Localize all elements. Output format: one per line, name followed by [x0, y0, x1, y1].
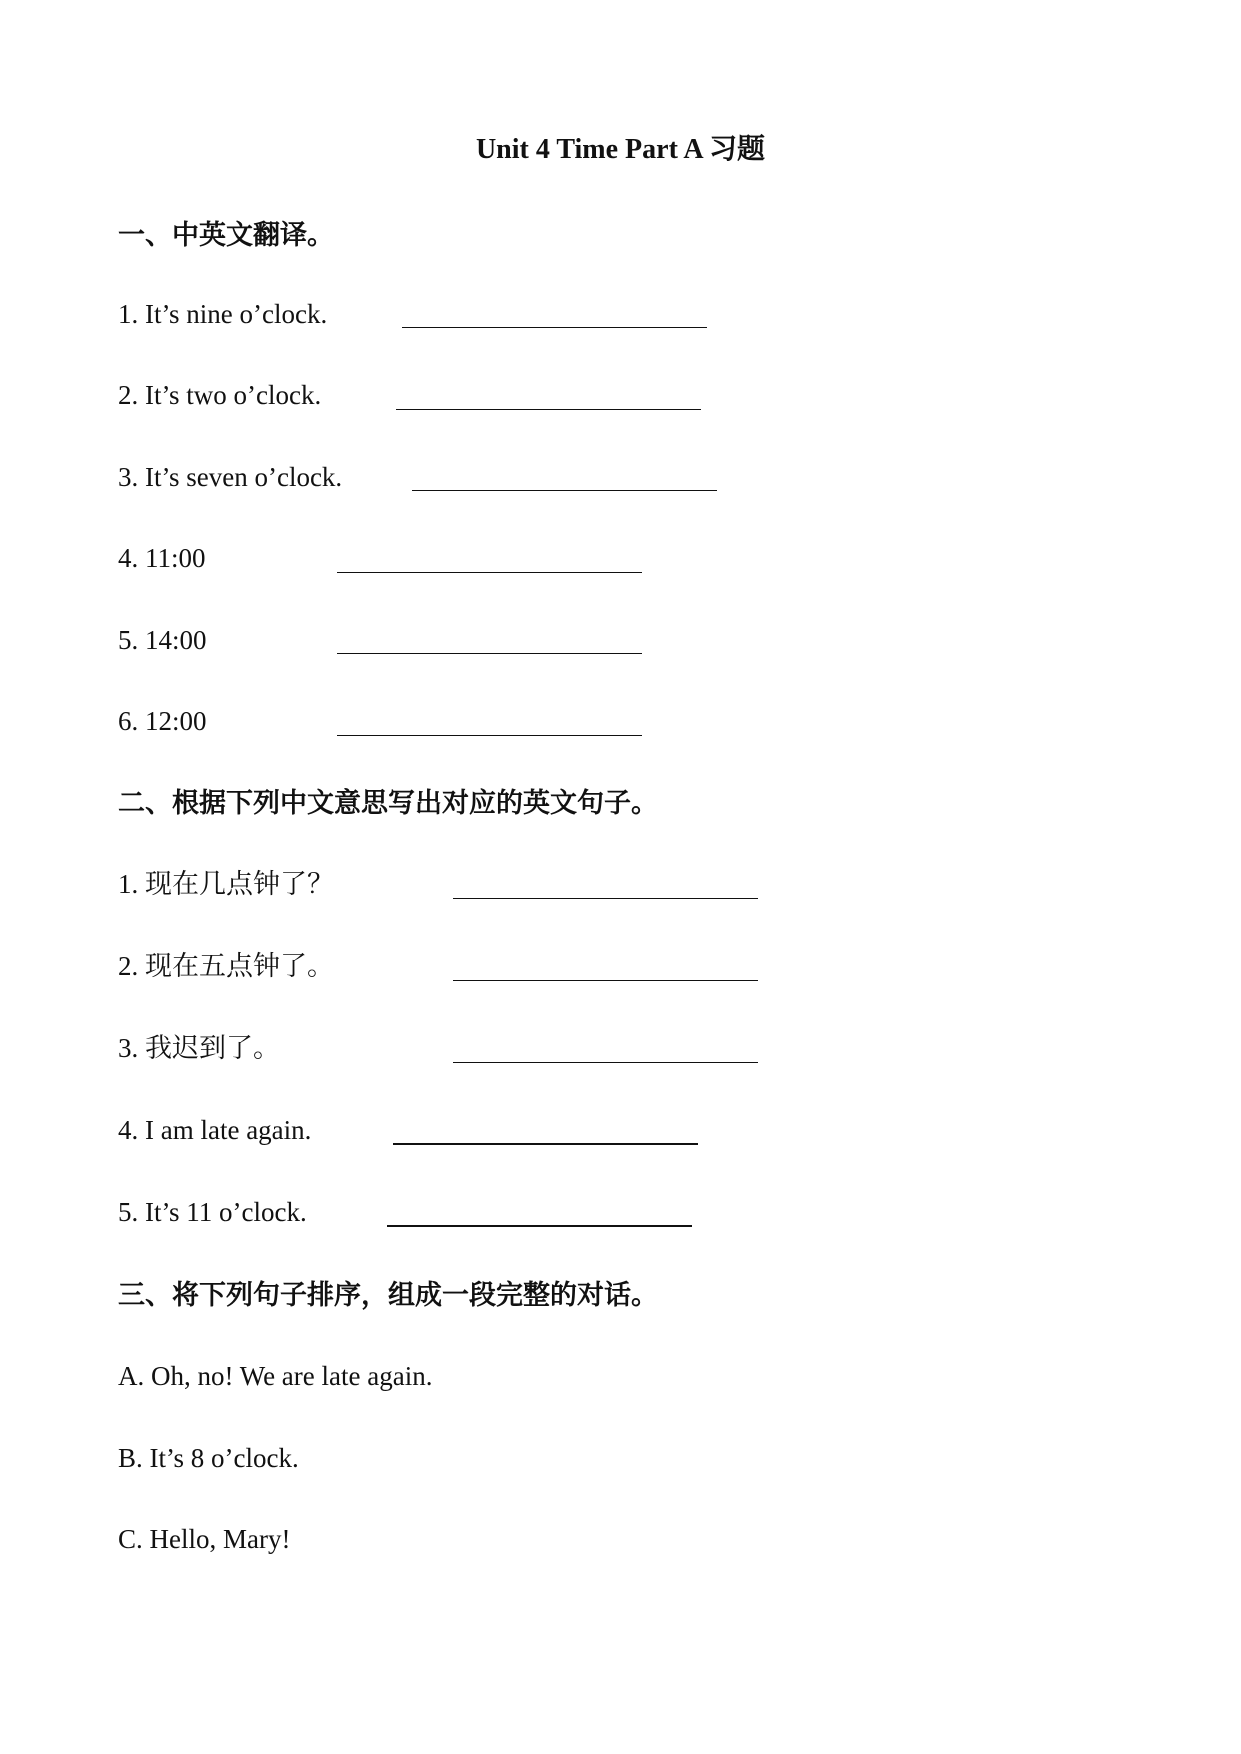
section-2-answer-line-1[interactable]: [453, 898, 758, 899]
section-1-item-6: 6. 12:00: [118, 706, 207, 736]
section-1-item-4: 4. 11:00: [118, 543, 206, 573]
section-2-item-5: 5. It’s 11 o’clock.: [118, 1197, 307, 1227]
page-title: Unit 4 Time Part A 习题: [475, 134, 766, 165]
section-2-answer-line-4[interactable]: [393, 1143, 698, 1145]
section-1-heading: 一、中英文翻译。: [118, 220, 334, 250]
section-3-item-a: A. Oh, no! We are late again.: [118, 1361, 433, 1391]
section-1-item-2: 2. It’s two o’clock.: [118, 380, 322, 410]
section-1-item-1: 1. It’s nine o’clock.: [118, 299, 328, 329]
section-3-item-b: B. It’s 8 o’clock.: [118, 1443, 299, 1473]
section-2-answer-line-3[interactable]: [453, 1062, 758, 1063]
section-3-item-c: C. Hello, Mary!: [118, 1524, 291, 1554]
section-2-heading: 二、根据下列中文意思写出对应的英文句子。: [118, 788, 658, 818]
section-2-item-3: 3. 我迟到了。: [118, 1033, 280, 1063]
section-1-answer-line-5[interactable]: [337, 653, 642, 654]
section-1-answer-line-2[interactable]: [396, 409, 701, 410]
section-1-item-3: 3. It’s seven o’clock.: [118, 462, 343, 492]
section-2-item-1: 1. 现在几点钟了？: [118, 869, 334, 899]
section-1-item-5: 5. 14:00: [118, 625, 207, 655]
section-3-heading: 三、将下列句子排序，组成一段完整的对话。: [118, 1280, 658, 1310]
section-1-answer-line-4[interactable]: [337, 572, 642, 573]
section-1-answer-line-1[interactable]: [402, 327, 707, 328]
section-2-item-4: 4. I am late again.: [118, 1115, 312, 1145]
section-1-answer-line-6[interactable]: [337, 735, 642, 736]
section-2-item-2: 2. 现在五点钟了。: [118, 951, 334, 981]
section-2-answer-line-2[interactable]: [453, 980, 758, 981]
section-2-answer-line-5[interactable]: [387, 1225, 692, 1227]
section-1-answer-line-3[interactable]: [412, 490, 717, 491]
